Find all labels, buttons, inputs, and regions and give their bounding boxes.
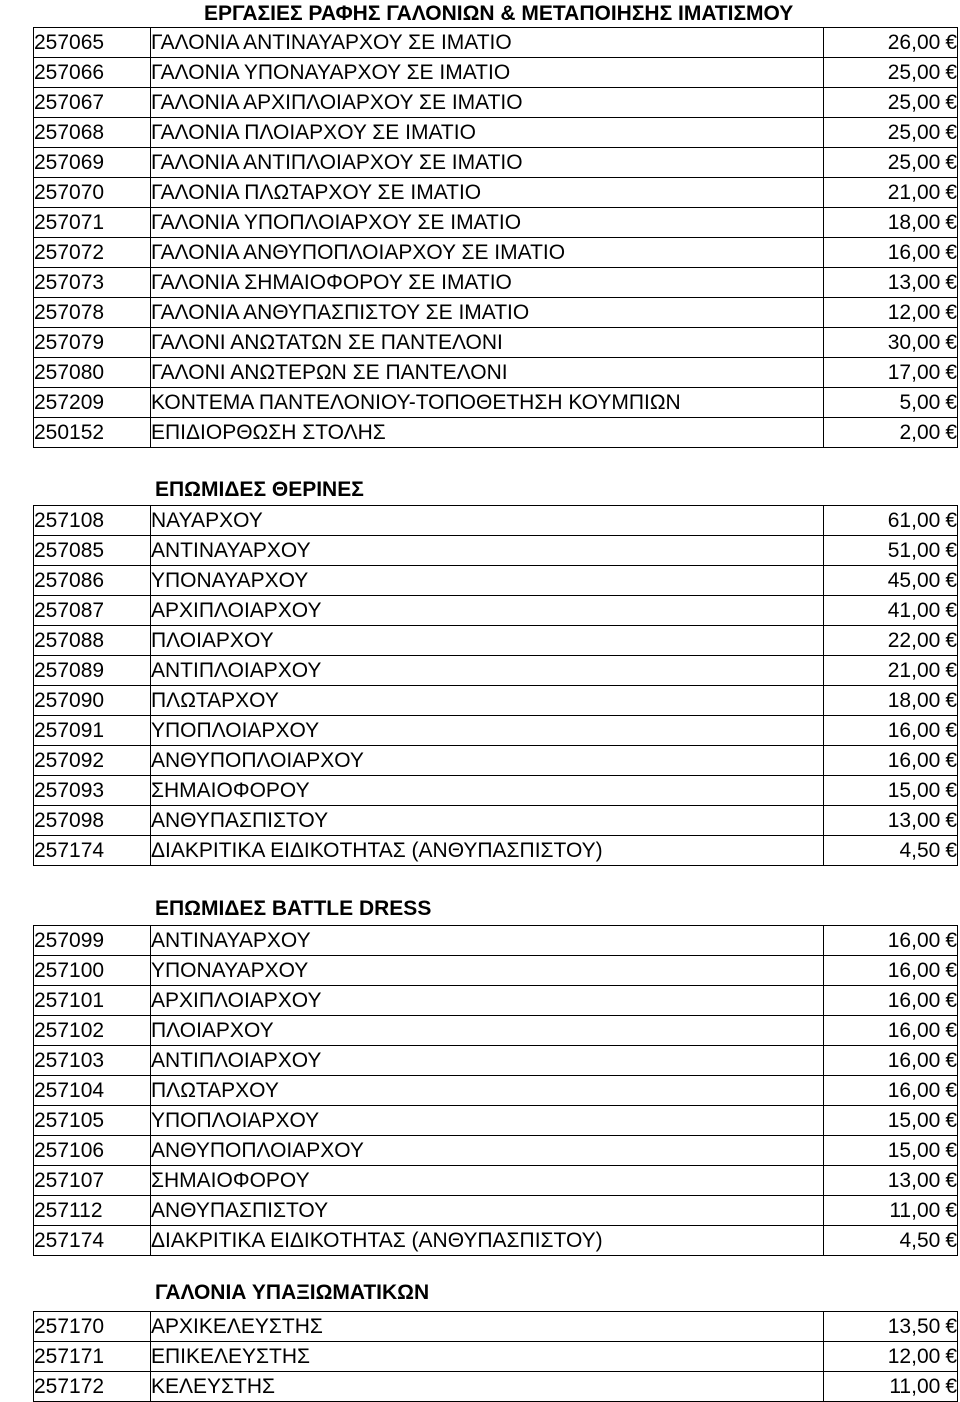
euro-symbol: €: [945, 958, 957, 982]
item-code: 257100: [34, 956, 151, 986]
euro-symbol: €: [945, 390, 957, 414]
item-description: ΚΟΝΤΕΜΑ ΠΑΝΤΕΛΟΝΙΟΥ-ΤΟΠΟΘΕΤΗΣΗ ΚΟΥΜΠΙΩΝ: [151, 388, 824, 418]
item-price: 11,00: [889, 1198, 941, 1222]
item-price-cell: [824, 956, 958, 986]
item-description: ΑΡΧΙΠΛΟΙΑΡΧΟΥ: [151, 986, 824, 1016]
item-price-cell: [824, 328, 958, 358]
euro-symbol: €: [945, 300, 957, 324]
table-row: [34, 1312, 958, 1342]
item-description: ΑΝΤΙΠΛΟΙΑΡΧΟΥ: [151, 656, 824, 686]
item-description: ΑΡΧΙΚΕΛΕΥΣΤΗΣ: [151, 1312, 824, 1342]
item-description: ΕΠΙΔΙΟΡΘΩΣΗ ΣΤΟΛΗΣ: [151, 418, 824, 448]
table-row: [34, 536, 958, 566]
table-row: [34, 418, 958, 448]
euro-symbol: €: [945, 420, 957, 444]
table-row: [34, 506, 958, 536]
euro-symbol: €: [945, 838, 957, 862]
item-price-cell: [824, 358, 958, 388]
item-price: 30,00: [887, 330, 941, 354]
euro-symbol: €: [945, 1108, 957, 1132]
table-row: [34, 328, 958, 358]
item-code: 257090: [34, 686, 151, 716]
item-code: 257091: [34, 716, 151, 746]
item-code: 257068: [34, 118, 151, 148]
table-row: [34, 88, 958, 118]
table-row: [34, 1372, 958, 1402]
item-code: 257103: [34, 1046, 151, 1076]
table-row: [34, 1046, 958, 1076]
item-price-cell: [824, 238, 958, 268]
table-row: [34, 1166, 958, 1196]
section-heading-nco-stripes: ΓΑΛΟΝΙΑ ΥΠΑΞΙΩΜΑΤΙΚΩΝ: [155, 1281, 430, 1304]
item-description: ΑΝΘΥΠΑΣΠΙΣΤΟΥ: [151, 806, 824, 836]
item-description: ΔΙΑΚΡΙΤΙΚΑ ΕΙΔΙΚΟΤΗΤΑΣ (ΑΝΘΥΠΑΣΠΙΣΤΟΥ): [151, 836, 824, 866]
price-table-nco-stripes: [33, 1311, 958, 1402]
item-price-cell: [824, 388, 958, 418]
item-code: 257105: [34, 1106, 151, 1136]
table-row: [34, 178, 958, 208]
item-price: 13,50: [887, 1314, 941, 1338]
item-price-cell: [824, 746, 958, 776]
item-code: 257089: [34, 656, 151, 686]
euro-symbol: €: [945, 748, 957, 772]
item-price: 25,00: [887, 90, 941, 114]
item-price: 41,00: [887, 598, 941, 622]
item-description: ΑΝΤΙΠΛΟΙΑΡΧΟΥ: [151, 1046, 824, 1076]
item-description: ΓΑΛΟΝΙΑ ΑΝΘΥΠΟΠΛΟΙΑΡΧΟΥ ΣΕ ΙΜΑΤΙΟ: [151, 238, 824, 268]
item-price: 17,00: [887, 360, 941, 384]
item-code: 257093: [34, 776, 151, 806]
table-row: [34, 388, 958, 418]
euro-symbol: €: [945, 270, 957, 294]
item-description: ΓΑΛΟΝΙΑ ΠΛΩΤΑΡΧΟΥ ΣΕ ΙΜΑΤΙΟ: [151, 178, 824, 208]
item-price-cell: [824, 566, 958, 596]
item-price-cell: [824, 418, 958, 448]
euro-symbol: €: [945, 1168, 957, 1192]
table-row: [34, 298, 958, 328]
euro-symbol: €: [945, 30, 957, 54]
euro-symbol: €: [945, 808, 957, 832]
table-row: [34, 1106, 958, 1136]
item-description: ΑΝΘΥΠΟΠΛΟΙΑΡΧΟΥ: [151, 746, 824, 776]
item-price-cell: [824, 208, 958, 238]
item-code: 257171: [34, 1342, 151, 1372]
item-price: 26,00: [887, 30, 941, 54]
euro-symbol: €: [945, 210, 957, 234]
table-row: [34, 58, 958, 88]
euro-symbol: €: [945, 688, 957, 712]
item-price: 16,00: [887, 1048, 941, 1072]
item-description: ΠΛΩΤΑΡΧΟΥ: [151, 1076, 824, 1106]
euro-symbol: €: [945, 1138, 957, 1162]
item-price-cell: [824, 686, 958, 716]
item-price-cell: [824, 1166, 958, 1196]
item-description: ΑΝΤΙΝΑΥΑΡΧΟΥ: [151, 536, 824, 566]
item-code: 257086: [34, 566, 151, 596]
item-price-cell: [824, 986, 958, 1016]
euro-symbol: €: [945, 180, 957, 204]
table-row: [34, 1016, 958, 1046]
item-price-cell: [824, 58, 958, 88]
item-code: 257085: [34, 536, 151, 566]
euro-symbol: €: [945, 1314, 957, 1338]
item-price: 2,00: [899, 420, 941, 444]
item-code: 257209: [34, 388, 151, 418]
item-price-cell: [824, 148, 958, 178]
table-row: [34, 148, 958, 178]
item-price-cell: [824, 28, 958, 58]
euro-symbol: €: [945, 508, 957, 532]
item-description: ΓΑΛΟΝΙΑ ΑΝΘΥΠΑΣΠΙΣΤΟΥ ΣΕ ΙΜΑΤΙΟ: [151, 298, 824, 328]
euro-symbol: €: [945, 1344, 957, 1368]
item-price-cell: [824, 1046, 958, 1076]
item-price: 15,00: [887, 1108, 941, 1132]
item-description: ΠΛΟΙΑΡΧΟΥ: [151, 626, 824, 656]
item-code: 257172: [34, 1372, 151, 1402]
item-price: 16,00: [887, 928, 941, 952]
item-price-cell: [824, 1016, 958, 1046]
item-price-cell: [824, 1076, 958, 1106]
item-price-cell: [824, 118, 958, 148]
table-row: [34, 776, 958, 806]
table-row: [34, 1342, 958, 1372]
item-price: 16,00: [887, 988, 941, 1012]
price-table-summer-epaulettes: [33, 505, 958, 866]
table-row: [34, 716, 958, 746]
item-price-cell: [824, 626, 958, 656]
euro-symbol: €: [945, 568, 957, 592]
item-price-cell: [824, 536, 958, 566]
table-row: [34, 956, 958, 986]
item-price-cell: [824, 506, 958, 536]
item-price-cell: [824, 716, 958, 746]
item-price: 22,00: [887, 628, 941, 652]
item-price: 12,00: [887, 300, 941, 324]
item-code: 257106: [34, 1136, 151, 1166]
item-price-cell: [824, 298, 958, 328]
item-code: 257071: [34, 208, 151, 238]
item-description: ΑΝΤΙΝΑΥΑΡΧΟΥ: [151, 926, 824, 956]
item-code: 257073: [34, 268, 151, 298]
item-price: 5,00: [899, 390, 941, 414]
table-row: [34, 686, 958, 716]
item-price: 16,00: [887, 1078, 941, 1102]
item-price: 51,00: [887, 538, 941, 562]
euro-symbol: €: [945, 778, 957, 802]
item-code: 257092: [34, 746, 151, 776]
item-description: ΓΑΛΟΝΙΑ ΣΗΜΑΙΟΦΟΡΟΥ ΣΕ ΙΜΑΤΙΟ: [151, 268, 824, 298]
item-description: ΓΑΛΟΝΙΑ ΑΝΤΙΠΛΟΙΑΡΧΟΥ ΣΕ ΙΜΑΤΙΟ: [151, 148, 824, 178]
item-description: ΓΑΛΟΝΙ ΑΝΩΤΕΡΩΝ ΣΕ ΠΑΝΤΕΛΟΝΙ: [151, 358, 824, 388]
item-code: 257065: [34, 28, 151, 58]
item-description: ΥΠΟΠΛΟΙΑΡΧΟΥ: [151, 1106, 824, 1136]
table-row: [34, 596, 958, 626]
item-code: 257079: [34, 328, 151, 358]
item-price-cell: [824, 926, 958, 956]
table-row: [34, 656, 958, 686]
item-description: ΑΝΘΥΠΟΠΛΟΙΑΡΧΟΥ: [151, 1136, 824, 1166]
item-description: ΑΡΧΙΠΛΟΙΑΡΧΟΥ: [151, 596, 824, 626]
item-price-cell: [824, 88, 958, 118]
euro-symbol: €: [945, 360, 957, 384]
item-description: ΚΕΛΕΥΣΤΗΣ: [151, 1372, 824, 1402]
item-price: 15,00: [887, 778, 941, 802]
euro-symbol: €: [945, 598, 957, 622]
euro-symbol: €: [945, 330, 957, 354]
item-code: 257069: [34, 148, 151, 178]
item-price: 16,00: [887, 958, 941, 982]
euro-symbol: €: [945, 988, 957, 1012]
item-price: 4,50: [899, 1228, 941, 1252]
item-price-cell: [824, 178, 958, 208]
item-price: 25,00: [887, 150, 941, 174]
item-price: 13,00: [887, 808, 941, 832]
item-description: ΓΑΛΟΝΙ ΑΝΩΤΑΤΩΝ ΣΕ ΠΑΝΤΕΛΟΝΙ: [151, 328, 824, 358]
item-code: 257087: [34, 596, 151, 626]
item-price-cell: [824, 596, 958, 626]
item-price-cell: [824, 1196, 958, 1226]
table-row: [34, 28, 958, 58]
item-price: 16,00: [887, 240, 941, 264]
euro-symbol: €: [945, 658, 957, 682]
item-price-cell: [824, 1106, 958, 1136]
item-price: 16,00: [887, 718, 941, 742]
item-code: 257174: [34, 1226, 151, 1256]
item-price-cell: [824, 1226, 958, 1256]
table-row: [34, 1196, 958, 1226]
table-row: [34, 358, 958, 388]
euro-symbol: €: [945, 1228, 957, 1252]
item-price: 21,00: [887, 658, 941, 682]
euro-symbol: €: [945, 928, 957, 952]
table-row: [34, 268, 958, 298]
item-description: ΔΙΑΚΡΙΤΙΚΑ ΕΙΔΙΚΟΤΗΤΑΣ (ΑΝΘΥΠΑΣΠΙΣΤΟΥ): [151, 1226, 824, 1256]
table-row: [34, 926, 958, 956]
item-code: 257108: [34, 506, 151, 536]
item-price: 13,00: [887, 270, 941, 294]
item-price-cell: [824, 806, 958, 836]
table-row: [34, 238, 958, 268]
item-price: 45,00: [887, 568, 941, 592]
item-price: 61,00: [887, 508, 941, 532]
item-price: 11,00: [889, 1374, 941, 1398]
table-row: [34, 626, 958, 656]
euro-symbol: €: [945, 1374, 957, 1398]
item-price: 25,00: [887, 60, 941, 84]
item-description: ΣΗΜΑΙΟΦΟΡΟΥ: [151, 776, 824, 806]
page-title: ΕΡΓΑΣΙΕΣ ΡΑΦΗΣ ΓΑΛΟΝΙΩΝ & ΜΕΤΑΠΟΙΗΣΗΣ ΙΜΑΤΙΣΜΟΥ: [204, 2, 794, 25]
euro-symbol: €: [945, 150, 957, 174]
item-code: 257070: [34, 178, 151, 208]
item-code: 257174: [34, 836, 151, 866]
item-price-cell: [824, 836, 958, 866]
item-description: ΕΠΙΚΕΛΕΥΣΤΗΣ: [151, 1342, 824, 1372]
item-code: 257078: [34, 298, 151, 328]
section-heading-summer-epaulettes: ΕΠΩΜΙΔΕΣ ΘΕΡΙΝΕΣ: [155, 478, 364, 501]
item-price-cell: [824, 1342, 958, 1372]
price-table-garment-work: [33, 27, 958, 448]
item-price: 18,00: [887, 210, 941, 234]
item-description: ΥΠΟΝΑΥΑΡΧΟΥ: [151, 956, 824, 986]
item-price: 4,50: [899, 838, 941, 862]
item-code: 257072: [34, 238, 151, 268]
item-price-cell: [824, 656, 958, 686]
item-price: 12,00: [887, 1344, 941, 1368]
euro-symbol: €: [945, 1078, 957, 1102]
item-price-cell: [824, 1372, 958, 1402]
item-price-cell: [824, 1136, 958, 1166]
item-description: ΥΠΟΠΛΟΙΑΡΧΟΥ: [151, 716, 824, 746]
item-price: 16,00: [887, 1018, 941, 1042]
item-code: 257080: [34, 358, 151, 388]
item-code: 250152: [34, 418, 151, 448]
table-row: [34, 1136, 958, 1166]
euro-symbol: €: [945, 538, 957, 562]
item-code: 257088: [34, 626, 151, 656]
item-price: 21,00: [887, 180, 941, 204]
euro-symbol: €: [945, 90, 957, 114]
item-description: ΓΑΛΟΝΙΑ ΠΛΟΙΑΡΧΟΥ ΣΕ ΙΜΑΤΙΟ: [151, 118, 824, 148]
item-price-cell: [824, 776, 958, 806]
item-code: 257066: [34, 58, 151, 88]
item-code: 257112: [34, 1196, 151, 1226]
table-row: [34, 746, 958, 776]
euro-symbol: €: [945, 718, 957, 742]
table-row: [34, 986, 958, 1016]
item-code: 257067: [34, 88, 151, 118]
item-price: 13,00: [887, 1168, 941, 1192]
table-row: [34, 118, 958, 148]
item-description: ΑΝΘΥΠΑΣΠΙΣΤΟΥ: [151, 1196, 824, 1226]
euro-symbol: €: [945, 628, 957, 652]
euro-symbol: €: [945, 60, 957, 84]
item-price: 25,00: [887, 120, 941, 144]
item-price-cell: [824, 268, 958, 298]
item-description: ΠΛΩΤΑΡΧΟΥ: [151, 686, 824, 716]
item-code: 257098: [34, 806, 151, 836]
item-price: 18,00: [887, 688, 941, 712]
item-description: ΥΠΟΝΑΥΑΡΧΟΥ: [151, 566, 824, 596]
table-row: [34, 208, 958, 238]
table-row: [34, 1226, 958, 1256]
table-row: [34, 566, 958, 596]
price-table-battle-dress-epaulettes: [33, 925, 958, 1256]
item-description: ΓΑΛΟΝΙΑ ΥΠΟΝΑΥΑΡΧΟΥ ΣΕ ΙΜΑΤΙΟ: [151, 58, 824, 88]
euro-symbol: €: [945, 240, 957, 264]
item-price: 15,00: [887, 1138, 941, 1162]
item-code: 257102: [34, 1016, 151, 1046]
item-price-cell: [824, 1312, 958, 1342]
item-code: 257170: [34, 1312, 151, 1342]
euro-symbol: €: [945, 1018, 957, 1042]
item-code: 257104: [34, 1076, 151, 1106]
euro-symbol: €: [945, 1198, 957, 1222]
section-heading-battle-dress-epaulettes: ΕΠΩΜΙΔΕΣ BATTLE DRESS: [155, 897, 432, 920]
item-description: ΝΑΥΑΡΧΟΥ: [151, 506, 824, 536]
item-code: 257101: [34, 986, 151, 1016]
item-description: ΣΗΜΑΙΟΦΟΡΟΥ: [151, 1166, 824, 1196]
item-description: ΠΛΟΙΑΡΧΟΥ: [151, 1016, 824, 1046]
item-price: 16,00: [887, 748, 941, 772]
euro-symbol: €: [945, 120, 957, 144]
item-description: ΓΑΛΟΝΙΑ ΥΠΟΠΛΟΙΑΡΧΟΥ ΣΕ ΙΜΑΤΙΟ: [151, 208, 824, 238]
item-code: 257107: [34, 1166, 151, 1196]
item-description: ΓΑΛΟΝΙΑ ΑΝΤΙΝΑΥΑΡΧΟΥ ΣΕ ΙΜΑΤΙΟ: [151, 28, 824, 58]
table-row: [34, 836, 958, 866]
table-row: [34, 806, 958, 836]
item-description: ΓΑΛΟΝΙΑ ΑΡΧΙΠΛΟΙΑΡΧΟΥ ΣΕ ΙΜΑΤΙΟ: [151, 88, 824, 118]
table-row: [34, 1076, 958, 1106]
euro-symbol: €: [945, 1048, 957, 1072]
item-code: 257099: [34, 926, 151, 956]
